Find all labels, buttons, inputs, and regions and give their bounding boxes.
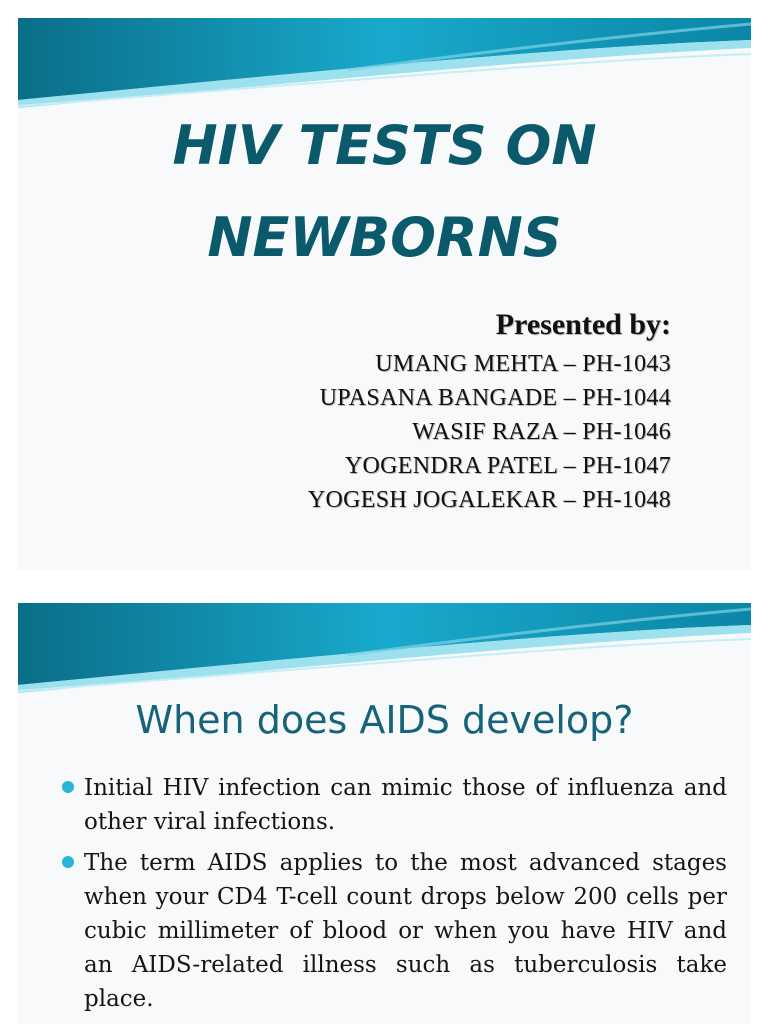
presenter-item: YOGESH JOGALEKAR – PH-1048 (307, 487, 671, 513)
presenter-item: UPASANA BANGADE – PH-1044 (319, 385, 671, 411)
bullet-icon (62, 856, 74, 868)
title-line-2: NEWBORNS (207, 206, 562, 269)
slide-1 (18, 18, 751, 570)
bullet-text: The term AIDS applies to the most advanced stages when your CD4 T-cell count drops below 200 cells per cubic millimeter of blood or when you have HIV and an AIDS-related illness such as tuberculosis take place. (84, 850, 727, 1012)
list-item (62, 846, 727, 1016)
wave-banner (18, 603, 751, 703)
presenter-item: UMANG MEHTA – PH-1043 (375, 351, 671, 377)
title-line-1: HIV TESTS ON (172, 114, 597, 177)
bullet-icon (62, 781, 74, 793)
presented-by-label: Presented by: (495, 308, 671, 341)
list-item (62, 771, 727, 839)
bullet-text: Initial HIV infection can mimic those of influenza and other viral infections. (84, 775, 727, 835)
presenter-item: WASIF RAZA – PH-1046 (412, 419, 671, 445)
bullet-list (62, 771, 727, 1023)
slide-title: When does AIDS develop? (135, 698, 634, 742)
presenter-item: YOGENDRA PATEL – PH-1047 (344, 453, 671, 479)
slide-2 (18, 603, 751, 1024)
presenters-block (308, 303, 671, 517)
slide-title (18, 100, 751, 284)
